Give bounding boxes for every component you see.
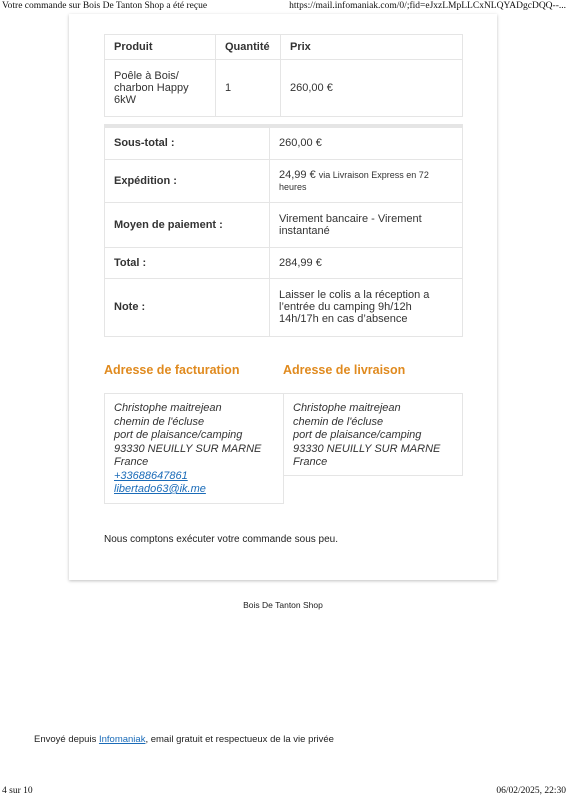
print-datetime: 06/02/2025, 22:30 [496,786,566,796]
subtotal-value: 260,00 € [270,126,463,159]
total-value: 284,99 € [270,247,463,278]
table-header-row [105,35,463,60]
billing-name: Christophe maitrejean [114,402,222,414]
billing-address-title: Adresse de facturation [104,363,240,377]
total-row [105,247,463,278]
shipping-street: chemin de l'écluse [293,415,384,428]
print-page-number: 4 sur 10 [2,786,33,796]
table-row [105,60,463,117]
billing-phone-link[interactable]: +33688647861 [114,469,188,482]
shipping-country: France [293,456,328,468]
header-quantity: Quantité [216,35,281,60]
print-url: https://mail.infomaniak.com/0/;fid=eJxzLMpLLCxNLQYADgcDQQ--... [289,1,566,11]
billing-city: 93330 NEUILLY SUR MARNE [114,442,262,455]
shipping-label: Expédition : [105,159,270,202]
subtotal-row [105,126,463,159]
subtotal-label: Sous-total : [105,126,270,159]
billing-address [104,393,284,504]
shipping-city: 93330 NEUILLY SUR MARNE [293,442,441,455]
shipping-cell [270,159,463,202]
order-totals-table [104,124,463,337]
print-header [0,0,566,14]
shipping-row [105,159,463,202]
order-products-table [104,34,463,117]
billing-line2: port de plaisance/camping [114,429,243,441]
note-row [105,278,463,336]
shop-name-footer: Bois De Tanton Shop [243,600,323,610]
shipping-value: 24,99 € [279,168,316,181]
payment-value: Virement bancaire - Virement instantané [270,202,463,247]
payment-label: Moyen de paiement : [105,202,270,247]
note-label: Note : [105,278,270,336]
sent-from-prefix: Envoyé depuis [34,734,99,745]
billing-street: chemin de l'écluse [114,415,205,428]
sent-from-line [34,734,334,745]
header-price: Prix [281,35,463,60]
header-product: Produit [105,35,216,60]
closing-message: Nous comptons exécuter votre commande sous peu. [104,534,339,545]
print-footer [0,786,566,800]
shipping-address [283,393,463,476]
infomaniak-link[interactable]: Infomaniak [98,734,146,745]
note-value: Laisser le colis a la réception a l’entrée du camping 9h/12h 14h/17h en cas d’absence [270,278,463,336]
shipping-name: Christophe maitrejean [293,402,401,414]
product-name: Poêle à Bois/ charbon Happy 6kW [105,60,216,117]
shipping-method: via Livraison Express en 72 heures [279,169,429,192]
billing-email-link[interactable]: libertado63@ik.me [114,483,206,495]
shipping-address-title: Adresse de livraison [283,363,406,377]
payment-row [105,202,463,247]
product-quantity: 1 [216,60,281,117]
sent-from-suffix: , email gratuit et respectueux de la vie privée [145,734,334,745]
billing-country: France [114,456,149,468]
total-label: Total : [105,247,270,278]
print-page-title: Votre commande sur Bois De Tanton Shop a été reçue [2,1,208,11]
product-price: 260,00 € [281,60,463,117]
shipping-line2: port de plaisance/camping [293,429,422,441]
